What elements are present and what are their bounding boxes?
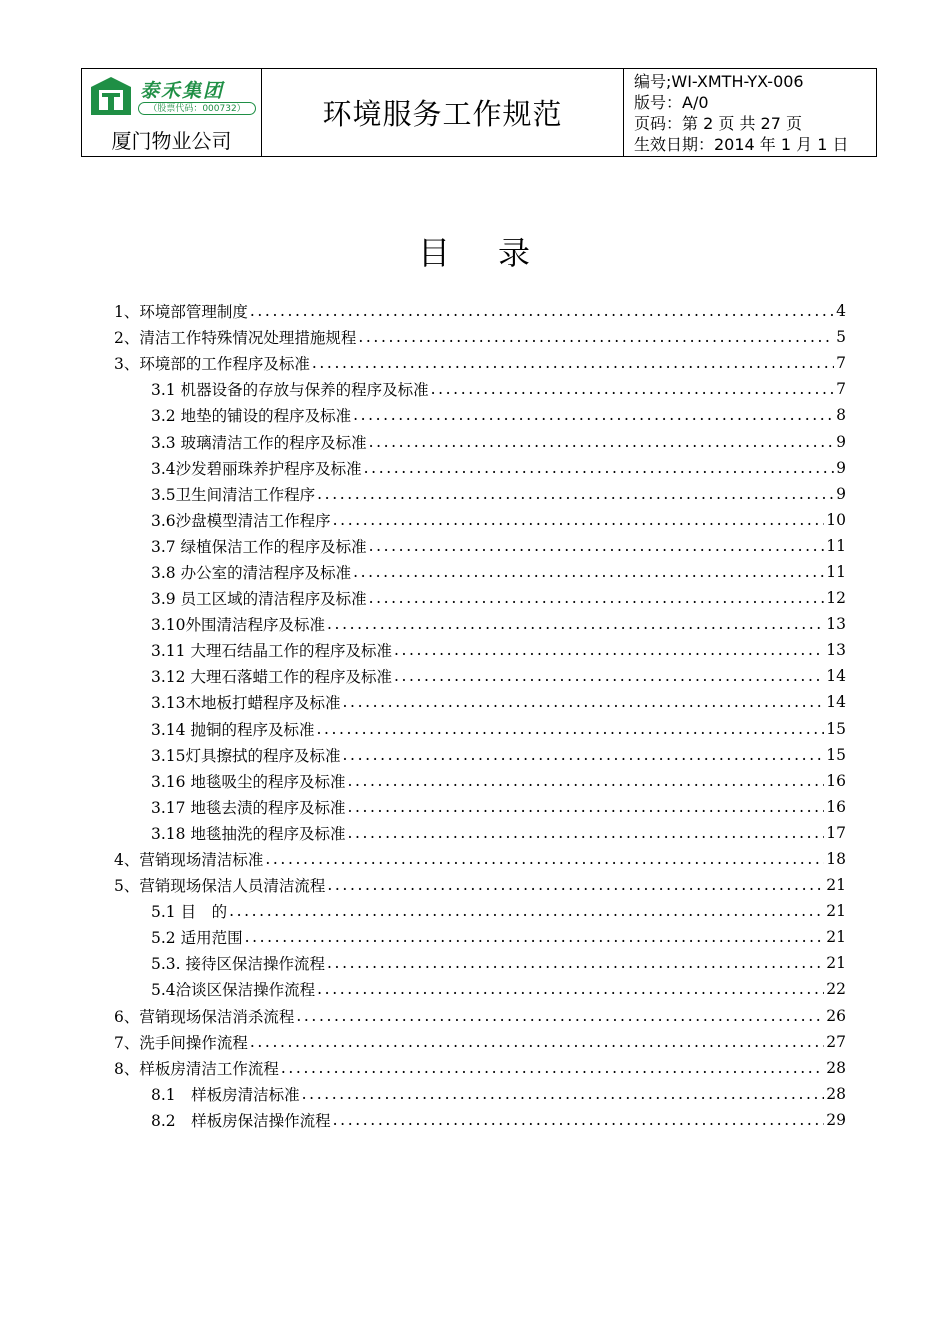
toc-entry-label: 8.1 样板房清洁标准 bbox=[151, 1085, 300, 1104]
toc-entry[interactable] bbox=[114, 637, 846, 663]
toc-leader-dots bbox=[369, 537, 825, 555]
toc-heading-part2: 录 bbox=[498, 234, 533, 272]
toc-leader-dots bbox=[281, 1059, 824, 1077]
toc-entry-page: 4 bbox=[836, 302, 846, 321]
toc-entry-page: 21 bbox=[826, 928, 846, 947]
toc-leader-dots bbox=[317, 980, 824, 998]
toc-entry-label: 3.1 机器设备的存放与保养的程序及标准 bbox=[151, 381, 429, 400]
toc-entry[interactable] bbox=[114, 1003, 846, 1029]
doc-version: 版号：A/0 bbox=[634, 93, 709, 112]
toc-entry[interactable] bbox=[114, 846, 846, 872]
toc-entry-page: 9 bbox=[836, 432, 846, 451]
toc-leader-dots bbox=[369, 433, 835, 451]
toc-entry-page: 8 bbox=[836, 406, 846, 425]
toc-entry[interactable] bbox=[114, 1055, 846, 1081]
toc-entry-label: 5.3. 接待区保洁操作流程 bbox=[151, 955, 326, 974]
toc-heading-part1: 目 bbox=[417, 234, 452, 272]
toc-leader-dots bbox=[343, 693, 825, 711]
toc-entry-page: 16 bbox=[826, 771, 846, 790]
toc-entry-label: 3、环境部的工作程序及标准 bbox=[114, 355, 310, 374]
doc-effective-date: 生效日期：2014 年 1 月 1 日 bbox=[634, 135, 849, 154]
toc-entry-label: 3.16 地毯吸尘的程序及标准 bbox=[151, 772, 346, 791]
toc-entry[interactable] bbox=[114, 768, 846, 794]
toc-leader-dots bbox=[302, 1085, 825, 1103]
toc-entry-label: 8、样板房清洁工作流程 bbox=[114, 1059, 279, 1078]
toc-entry[interactable] bbox=[114, 298, 846, 324]
toc-entry-label: 2、清洁工作特殊情况处理措施规程 bbox=[114, 329, 357, 348]
toc-entry-page: 17 bbox=[826, 823, 846, 842]
toc-leader-dots bbox=[327, 615, 824, 633]
toc-entry[interactable] bbox=[114, 898, 846, 924]
toc-entry[interactable] bbox=[114, 950, 846, 976]
toc-entry-label: 3.5卫生间清洁工作程序 bbox=[151, 485, 316, 504]
toc-entry[interactable] bbox=[114, 428, 846, 454]
toc-leader-dots bbox=[333, 511, 825, 529]
toc-entry-page: 16 bbox=[826, 797, 846, 816]
toc-leader-dots bbox=[316, 720, 824, 738]
toc-entry-label: 3.8 办公室的清洁程序及标准 bbox=[151, 563, 352, 582]
toc-leader-dots bbox=[229, 902, 824, 920]
toc-entry-page: 12 bbox=[826, 589, 846, 608]
toc-entry-label: 3.4沙发碧丽珠养护程序及标准 bbox=[151, 459, 362, 478]
toc-leader-dots bbox=[343, 746, 825, 764]
toc-entry-label: 4、营销现场清洁标准 bbox=[114, 851, 264, 870]
toc-entry-page: 7 bbox=[836, 354, 846, 373]
toc-leader-dots bbox=[347, 798, 824, 816]
toc-entry[interactable] bbox=[114, 820, 846, 846]
toc-entry-label: 3.17 地毯去渍的程序及标准 bbox=[151, 798, 346, 817]
toc-entry[interactable] bbox=[114, 324, 846, 350]
toc-entry-page: 9 bbox=[836, 458, 846, 477]
toc-entry-label: 1、环境部管理制度 bbox=[114, 303, 248, 322]
toc-leader-dots bbox=[333, 1111, 825, 1129]
toc-entry-page: 27 bbox=[826, 1032, 846, 1051]
toc-leader-dots bbox=[364, 459, 834, 477]
toc-entry[interactable] bbox=[114, 1107, 846, 1133]
company-name: 厦门物业公司 bbox=[111, 129, 232, 153]
toc-leader-dots bbox=[394, 667, 824, 685]
toc-entry-label: 3.2 地垫的铺设的程序及标准 bbox=[151, 407, 352, 426]
toc-entry-page: 21 bbox=[826, 902, 846, 921]
toc-entry[interactable] bbox=[114, 1029, 846, 1055]
toc-entry[interactable] bbox=[114, 1081, 846, 1107]
toc-entry[interactable] bbox=[114, 976, 846, 1002]
toc-entry-page: 21 bbox=[826, 876, 846, 895]
document-header bbox=[81, 68, 877, 157]
toc-leader-dots bbox=[369, 589, 825, 607]
toc-leader-dots bbox=[250, 302, 834, 320]
toc-entry[interactable] bbox=[114, 742, 846, 768]
document-title: 环境服务工作规范 bbox=[262, 69, 624, 156]
toc-entry[interactable] bbox=[114, 794, 846, 820]
toc-entry[interactable] bbox=[114, 585, 846, 611]
toc-entry-page: 22 bbox=[826, 980, 846, 999]
toc-leader-dots bbox=[245, 928, 825, 946]
toc-entry-page: 13 bbox=[826, 615, 846, 634]
toc-leader-dots bbox=[265, 850, 824, 868]
toc-entry[interactable] bbox=[114, 376, 846, 402]
toc-entry-label: 3.9 员工区域的清洁程序及标准 bbox=[151, 590, 367, 609]
toc-leader-dots bbox=[358, 328, 834, 346]
toc-entry-page: 15 bbox=[826, 719, 846, 738]
doc-page-info: 页码：第 2 页 共 27 页 bbox=[634, 114, 802, 133]
doc-code: 编号;WI-XMTH-YX-006 bbox=[634, 72, 804, 91]
toc-entry-label: 3.3 玻璃清洁工作的程序及标准 bbox=[151, 433, 367, 452]
toc-leader-dots bbox=[327, 954, 824, 972]
toc-entry-page: 18 bbox=[826, 850, 846, 869]
toc-entry-page: 15 bbox=[826, 745, 846, 764]
toc-entry[interactable] bbox=[114, 611, 846, 637]
toc-leader-dots bbox=[394, 641, 824, 659]
toc-entry-page: 7 bbox=[836, 380, 846, 399]
toc-entry-label: 3.14 抛铜的程序及标准 bbox=[151, 720, 315, 739]
toc-entry-page: 28 bbox=[826, 1058, 846, 1077]
toc-entry[interactable] bbox=[114, 663, 846, 689]
company-logo-icon bbox=[89, 75, 133, 119]
toc-entry-page: 11 bbox=[826, 536, 846, 555]
toc-entry[interactable] bbox=[114, 455, 846, 481]
toc-leader-dots bbox=[250, 1033, 824, 1051]
toc-entry[interactable] bbox=[114, 924, 846, 950]
document-meta bbox=[624, 69, 876, 156]
toc-entry[interactable] bbox=[114, 689, 846, 715]
table-of-contents bbox=[114, 298, 846, 1133]
toc-entry[interactable] bbox=[114, 481, 846, 507]
stock-code: （股票代码：000732） bbox=[138, 102, 256, 115]
toc-entry-label: 3.11 大理石结晶工作的程序及标准 bbox=[151, 642, 392, 661]
toc-leader-dots bbox=[353, 406, 834, 424]
toc-entry-label: 5.2 适用范围 bbox=[151, 929, 243, 948]
toc-entry-page: 10 bbox=[826, 510, 846, 529]
toc-leader-dots bbox=[347, 824, 824, 842]
toc-leader-dots bbox=[347, 772, 824, 790]
toc-entry-label: 5、营销现场保洁人员清洁流程 bbox=[114, 877, 326, 896]
toc-entry-label: 3.18 地毯抽洗的程序及标准 bbox=[151, 824, 346, 843]
toc-entry[interactable] bbox=[114, 350, 846, 376]
toc-leader-dots bbox=[327, 876, 824, 894]
toc-entry-label: 7、洗手间操作流程 bbox=[114, 1033, 248, 1052]
toc-entry-label: 5.1 目 的 bbox=[151, 903, 228, 922]
toc-entry-label: 6、营销现场保洁消杀流程 bbox=[114, 1007, 295, 1026]
company-logo-cell bbox=[82, 69, 262, 156]
toc-entry-label: 3.7 绿植保洁工作的程序及标准 bbox=[151, 537, 367, 556]
toc-entry-page: 13 bbox=[826, 641, 846, 660]
toc-entry-label: 3.6沙盘模型清洁工作程序 bbox=[151, 511, 331, 530]
toc-entry-label: 3.15灯具擦拭的程序及标准 bbox=[151, 746, 341, 765]
brand-name: 泰禾集团 bbox=[140, 80, 225, 102]
toc-entry-page: 28 bbox=[826, 1084, 846, 1103]
toc-entry-label: 3.13木地板打蜡程序及标准 bbox=[151, 694, 341, 713]
toc-entry-page: 5 bbox=[836, 328, 846, 347]
toc-entry[interactable] bbox=[114, 533, 846, 559]
toc-entry-label: 8.2 样板房保洁操作流程 bbox=[151, 1111, 331, 1130]
toc-leader-dots bbox=[312, 354, 834, 372]
toc-entry-page: 11 bbox=[826, 562, 846, 581]
toc-entry-page: 29 bbox=[826, 1110, 846, 1129]
toc-entry-page: 26 bbox=[826, 1006, 846, 1025]
toc-entry[interactable] bbox=[114, 402, 846, 428]
toc-leader-dots bbox=[317, 485, 834, 503]
toc-entry-page: 21 bbox=[826, 954, 846, 973]
toc-entry[interactable] bbox=[114, 507, 846, 533]
toc-entry-page: 9 bbox=[836, 484, 846, 503]
toc-leader-dots bbox=[353, 563, 824, 581]
toc-leader-dots bbox=[431, 380, 835, 398]
toc-entry[interactable] bbox=[114, 872, 846, 898]
toc-entry-page: 14 bbox=[826, 667, 846, 686]
toc-heading bbox=[0, 228, 950, 274]
toc-entry-page: 14 bbox=[826, 693, 846, 712]
toc-entry-label: 3.10外围清洁程序及标准 bbox=[151, 616, 326, 635]
toc-entry-label: 5.4洽谈区保洁操作流程 bbox=[151, 981, 316, 1000]
toc-leader-dots bbox=[296, 1007, 824, 1025]
toc-entry-label: 3.12 大理石落蜡工作的程序及标准 bbox=[151, 668, 392, 687]
toc-entry[interactable] bbox=[114, 559, 846, 585]
toc-entry[interactable] bbox=[114, 716, 846, 742]
